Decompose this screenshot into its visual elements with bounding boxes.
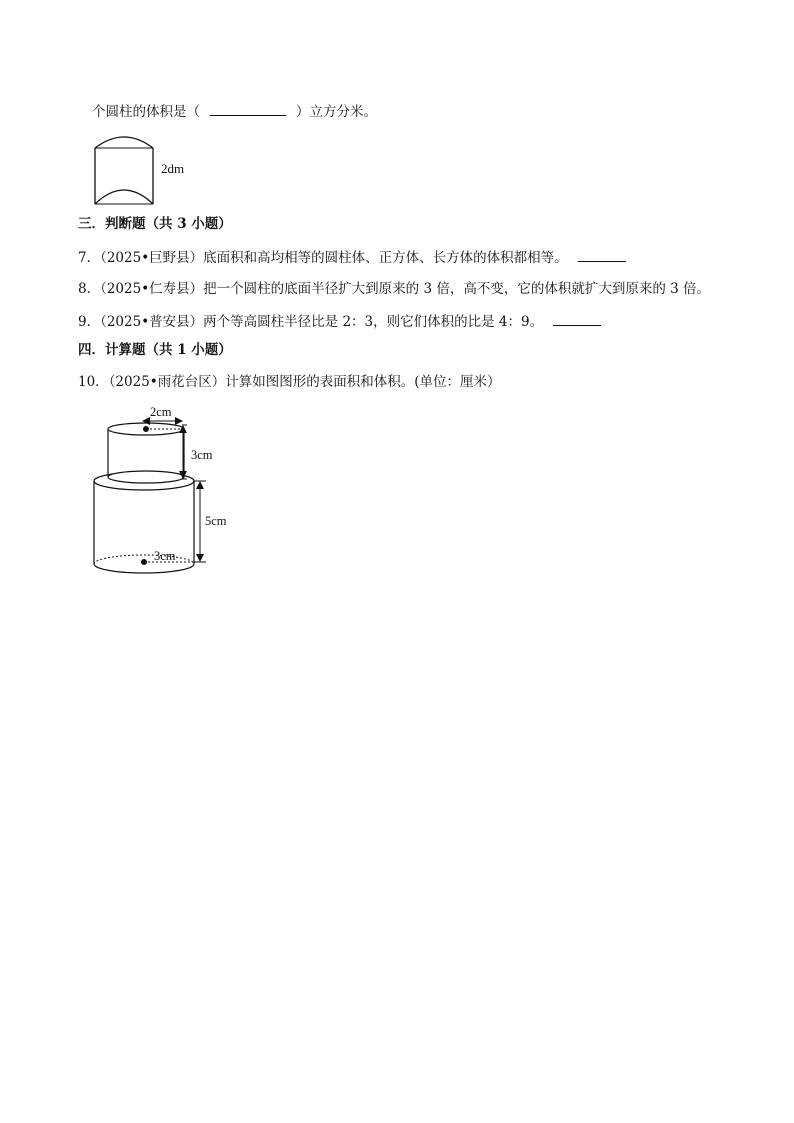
q6-answer-blank[interactable] <box>210 102 286 116</box>
q7-number: 7． <box>78 250 101 266</box>
q10-text: 计算如图图形的表面积和体积。(单位：厘米） <box>225 374 501 390</box>
q6-prefix: 个圆柱的体积是（ <box>92 104 200 120</box>
q6-height-label: 2dm <box>161 161 185 176</box>
section-3-heading: 三．判断题（共 3 小题） <box>78 216 232 232</box>
q7-source: （2025•巨野县） <box>100 250 204 266</box>
q7-answer-blank[interactable] <box>578 248 626 262</box>
q6-suffix: ）立方分米。 <box>296 104 377 120</box>
q10-stacked-cylinders-figure <box>88 396 258 586</box>
top-cylinder-base-ellipse <box>108 471 184 483</box>
bottom-radius-label: 3cm <box>154 549 176 563</box>
q8-number: 8． <box>78 281 101 297</box>
question-6-tail <box>92 102 377 121</box>
q9-answer-blank[interactable] <box>553 312 601 326</box>
q7-text: 底面积和高均相等的圆柱体、正方体、长方体的体积都相等。 <box>203 250 568 266</box>
q8-text: 把一个圆柱的底面半径扩大到原来的 3 倍，高不变，它的体积就扩大到原来的 3 倍。 <box>203 281 711 297</box>
question-10 <box>78 373 501 391</box>
question-8 <box>78 280 710 298</box>
q10-source: （2025•雨花台区） <box>108 374 226 390</box>
top-radius-label: 2cm <box>150 405 172 419</box>
q9-source: （2025•普安县） <box>100 314 204 330</box>
section-4-heading: 四．计算题（共 1 小题） <box>78 342 232 358</box>
question-7 <box>78 248 626 267</box>
top-height-label: 3cm <box>191 448 213 462</box>
bottom-height-label: 5cm <box>205 514 227 528</box>
question-9 <box>78 312 601 331</box>
q8-source: （2025•仁寿县） <box>100 281 204 297</box>
q9-text: 两个等高圆柱半径比是 2：3，则它们体积的比是 4：9。 <box>203 314 544 330</box>
q9-number: 9． <box>78 314 101 330</box>
q10-number: 10． <box>78 374 109 390</box>
q6-cylinder-figure <box>90 126 210 210</box>
